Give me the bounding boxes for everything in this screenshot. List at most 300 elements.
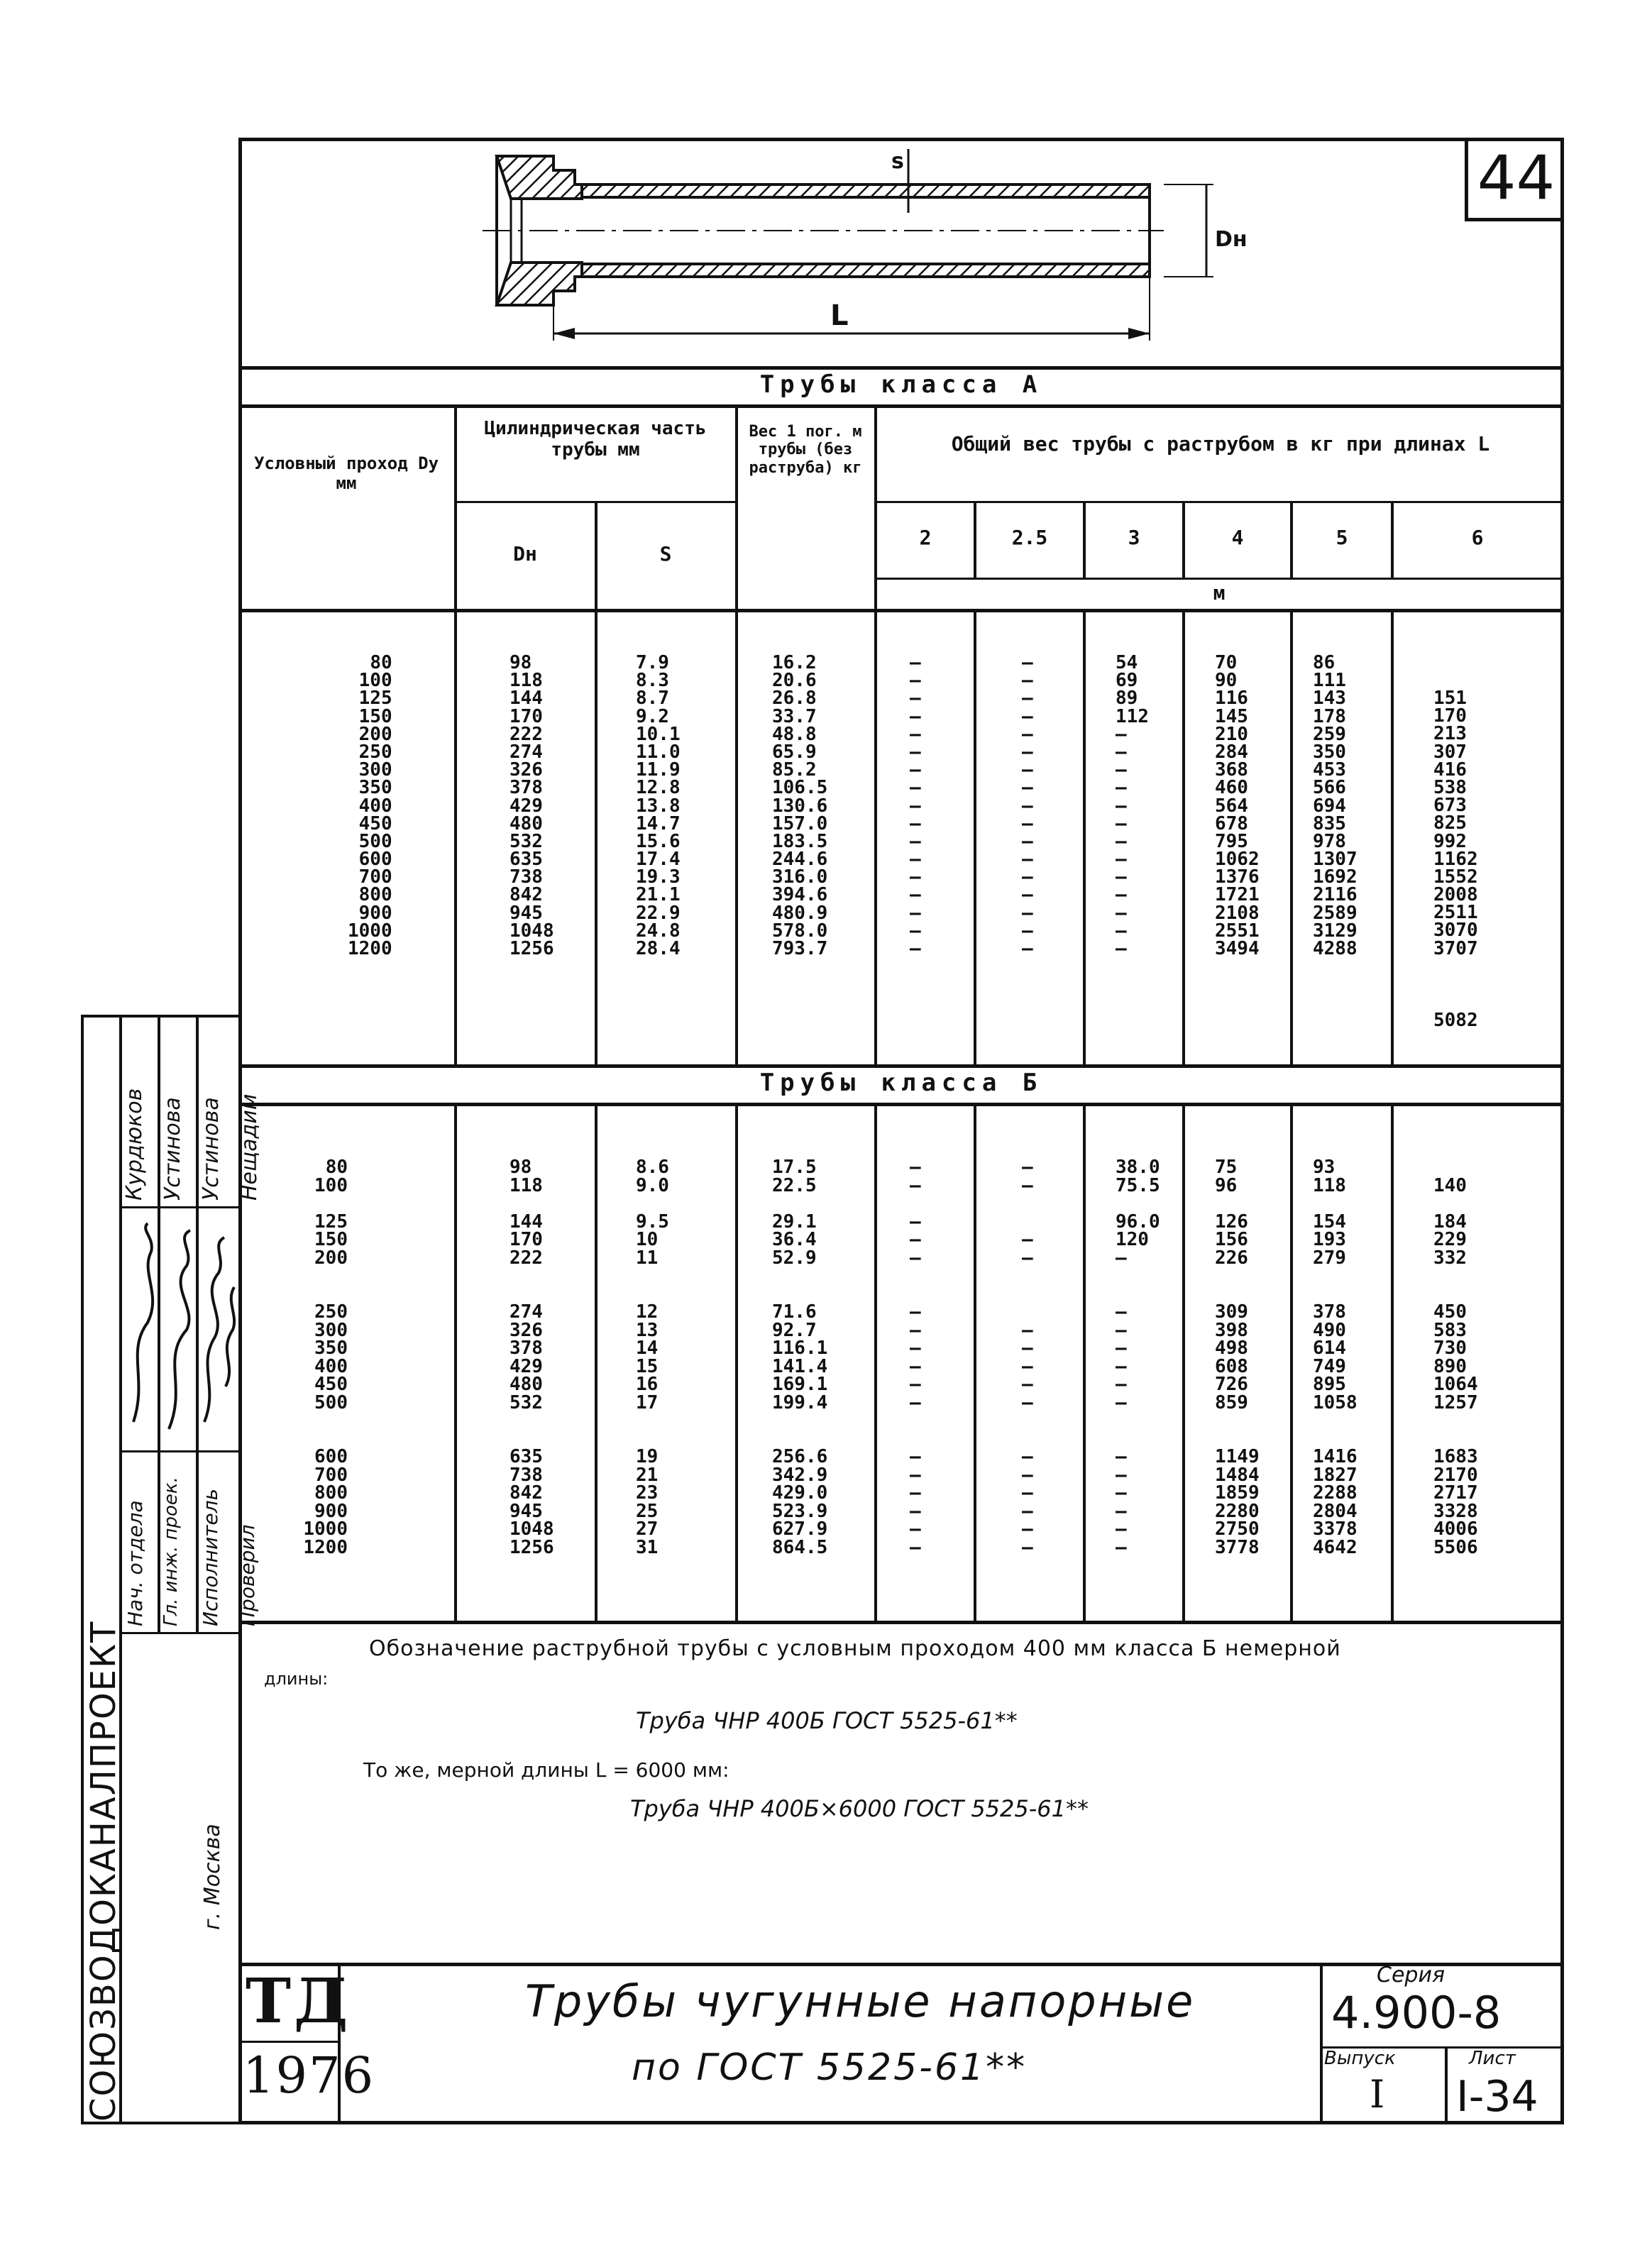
class-b-cell: – bbox=[910, 1211, 921, 1233]
class-a-cell: – bbox=[1022, 670, 1033, 692]
rule bbox=[238, 609, 1564, 612]
class-a-cell: 1162 bbox=[1433, 848, 1478, 870]
class-a-cell: 250 bbox=[358, 741, 392, 763]
class-b-cell: 75 bbox=[1215, 1157, 1238, 1178]
col-line bbox=[1182, 1103, 1185, 1621]
note-line1: Обозначение раструбной трубы с условным проходом 400 мм класса Б немерной bbox=[369, 1636, 1341, 1661]
class-a-cell: 600 bbox=[358, 849, 392, 871]
class-b-cell: 500 bbox=[314, 1391, 348, 1413]
class-b-cell: 1859 bbox=[1215, 1482, 1260, 1504]
class-a-cell: 578.0 bbox=[772, 920, 828, 942]
class-a-cell: 150 bbox=[358, 705, 392, 727]
class-a-cell: 116 bbox=[1215, 688, 1248, 710]
class-b-cell: 36.4 bbox=[772, 1229, 817, 1250]
class-b-cell: 9.0 bbox=[636, 1174, 669, 1196]
class-a-cell: – bbox=[1116, 741, 1127, 763]
class-b-cell: – bbox=[910, 1374, 921, 1395]
class-a-cell: 151 bbox=[1433, 688, 1467, 709]
col-line bbox=[1391, 610, 1394, 1064]
class-a-cell: 835 bbox=[1313, 812, 1346, 834]
class-a-cell: 564 bbox=[1215, 795, 1248, 817]
rule bbox=[874, 578, 1564, 580]
class-b-cell: 3328 bbox=[1433, 1500, 1478, 1522]
class-a-cell: 307 bbox=[1433, 741, 1467, 763]
header-dn: Dн bbox=[513, 542, 537, 566]
class-a-cell: 9.2 bbox=[636, 705, 669, 727]
class-b-cell: – bbox=[910, 1319, 921, 1341]
class-b-cell: – bbox=[1022, 1446, 1033, 1467]
class-a-cell: 2589 bbox=[1313, 902, 1358, 924]
class-b-cell: 31 bbox=[636, 1536, 659, 1558]
class-a-cell: – bbox=[1116, 920, 1127, 942]
header-weight: Вес 1 пог. м трубы (без раструба) кг bbox=[749, 423, 862, 477]
class-a-cell: 842 bbox=[510, 884, 543, 906]
col-line bbox=[595, 502, 598, 1064]
class-b-cell: 23 bbox=[636, 1482, 659, 1504]
class-a-cell: 145 bbox=[1215, 705, 1248, 727]
class-a-cell: 532 bbox=[510, 830, 543, 852]
class-a-cell: 183.5 bbox=[772, 830, 828, 852]
class-b-cell: 800 bbox=[314, 1482, 348, 1504]
class-a-col-l6 bbox=[1433, 690, 1478, 958]
class-b-cell: – bbox=[910, 1482, 921, 1504]
class-b-cell: 480 bbox=[510, 1374, 543, 1395]
class-b-cell: – bbox=[1116, 1319, 1127, 1341]
class-b-cell: 738 bbox=[510, 1464, 543, 1486]
class-b-cell: 226 bbox=[1215, 1247, 1248, 1269]
signatures bbox=[119, 1209, 241, 1450]
class-b-cell: 96 bbox=[1215, 1174, 1238, 1196]
class-b-cell: 222 bbox=[510, 1247, 543, 1269]
label-s: s bbox=[891, 149, 904, 174]
class-a-cell: – bbox=[1116, 759, 1127, 781]
class-a-cell: – bbox=[910, 723, 921, 745]
class-b-cell: 608 bbox=[1215, 1355, 1248, 1377]
class-a-cell: 678 bbox=[1215, 812, 1248, 834]
class-b-cell: 118 bbox=[510, 1174, 543, 1196]
header-nominal: Условный проход Dу мм bbox=[253, 453, 439, 493]
class-b-cell: 80 bbox=[325, 1157, 348, 1178]
class-a-cell: 170 bbox=[510, 705, 543, 727]
class-a-cell: 21.1 bbox=[636, 884, 681, 906]
class-b-cell: 118 bbox=[1313, 1174, 1346, 1196]
header-len-6: 6 bbox=[1471, 526, 1484, 549]
col-line bbox=[1182, 610, 1185, 1064]
class-a-cell: 316.0 bbox=[772, 866, 828, 888]
class-a-cell: 1721 bbox=[1215, 884, 1260, 906]
class-b-cell: 726 bbox=[1215, 1374, 1248, 1395]
class-b-cell: 1484 bbox=[1215, 1464, 1260, 1486]
class-b-cell: – bbox=[910, 1157, 921, 1178]
class-a-cell: 1256 bbox=[510, 938, 554, 959]
city: г. Москва bbox=[200, 1824, 225, 1930]
class-a-cell: 28.4 bbox=[636, 938, 681, 959]
class-b-cell: 274 bbox=[510, 1301, 543, 1323]
class-b-cell: – bbox=[1116, 1247, 1127, 1269]
rule bbox=[454, 501, 735, 503]
class-b-cell: 1048 bbox=[510, 1518, 554, 1540]
class-b-cell: 193 bbox=[1313, 1229, 1346, 1250]
class-a-cell: 992 bbox=[1433, 830, 1467, 852]
class-b-cell: 842 bbox=[510, 1482, 543, 1504]
class-b-cell: 8.6 bbox=[636, 1157, 669, 1178]
class-a-cell: – bbox=[1116, 723, 1127, 745]
class-b-cell: – bbox=[1022, 1355, 1033, 1377]
sheet-code: I-34 bbox=[1456, 2072, 1538, 2122]
class-b-cell: 169.1 bbox=[772, 1374, 828, 1395]
name-chief-engineer: Устинова bbox=[160, 1097, 185, 1201]
class-a-cell: 4288 bbox=[1313, 938, 1358, 959]
class-a-cell: – bbox=[910, 759, 921, 781]
class-a-cell: 1552 bbox=[1433, 866, 1478, 888]
class-b-cell: – bbox=[910, 1518, 921, 1540]
class-a-cell: 2551 bbox=[1215, 920, 1260, 942]
class-a-col-l5 bbox=[1313, 654, 1358, 958]
col-line bbox=[974, 610, 976, 1064]
class-b-cell: 450 bbox=[1433, 1301, 1467, 1323]
class-b-cell: – bbox=[1022, 1391, 1033, 1413]
class-a-cell: 793.7 bbox=[772, 938, 828, 959]
class-a-cell: – bbox=[910, 849, 921, 871]
class-a-cell: 3494 bbox=[1215, 938, 1260, 959]
class-b-cell: 156 bbox=[1215, 1229, 1248, 1250]
class-b-cell: – bbox=[910, 1174, 921, 1196]
class-b-cell: 400 bbox=[314, 1355, 348, 1377]
class-b-cell: 150 bbox=[314, 1229, 348, 1250]
class-a-cell: – bbox=[1022, 902, 1033, 924]
class-b-cell: 144 bbox=[510, 1211, 543, 1233]
class-b-cell: 140 bbox=[1433, 1174, 1467, 1196]
class-a-cell: – bbox=[910, 670, 921, 692]
class-a-col-weight bbox=[772, 654, 827, 958]
class-a-cell: 8.3 bbox=[636, 670, 669, 692]
class-a-cell: – bbox=[1116, 830, 1127, 852]
class-a-cell: – bbox=[1022, 884, 1033, 906]
class-a-cell: – bbox=[1022, 938, 1033, 959]
class-b-cell: 1200 bbox=[303, 1536, 348, 1558]
class-b-cell: 256.6 bbox=[772, 1446, 828, 1467]
class-b-cell: 1257 bbox=[1433, 1391, 1478, 1413]
class-b-cell: 490 bbox=[1313, 1319, 1346, 1341]
class-a-cell: 20.6 bbox=[772, 670, 817, 692]
class-a-cell: 300 bbox=[358, 759, 392, 781]
class-b-cell: – bbox=[910, 1247, 921, 1269]
class-a-cell: – bbox=[1022, 688, 1033, 710]
class-b-cell: – bbox=[910, 1391, 921, 1413]
class-b-cell: – bbox=[910, 1355, 921, 1377]
class-a-cell: – bbox=[1022, 759, 1033, 781]
class-a-cell: 259 bbox=[1313, 723, 1346, 745]
class-b-cell: – bbox=[1022, 1247, 1033, 1269]
class-b-cell: 100 bbox=[314, 1174, 348, 1196]
class-a-cell: 22.9 bbox=[636, 902, 681, 924]
class-a-cell: – bbox=[910, 902, 921, 924]
class-b-cell: 21 bbox=[636, 1464, 659, 1486]
class-b-cell: 1064 bbox=[1433, 1374, 1478, 1395]
class-a-cell: 8.7 bbox=[636, 688, 669, 710]
class-b-cell: – bbox=[1022, 1229, 1033, 1250]
class-a-cell: 222 bbox=[510, 723, 543, 745]
class-a-cell: 170 bbox=[1433, 705, 1467, 727]
class-b-cell: 25 bbox=[636, 1500, 659, 1522]
class-b-cell: 1058 bbox=[1313, 1391, 1358, 1413]
class-b-cell: 342.9 bbox=[772, 1464, 828, 1486]
class-b-cell: – bbox=[910, 1464, 921, 1486]
class-a-cell: 1000 bbox=[348, 920, 392, 942]
rule bbox=[238, 404, 1564, 408]
class-a-col-dn bbox=[510, 654, 554, 958]
class-b-cell: 749 bbox=[1313, 1355, 1346, 1377]
class-a-cell: 1048 bbox=[510, 920, 554, 942]
class-b-cell: – bbox=[1022, 1518, 1033, 1540]
class-a-cell: – bbox=[910, 812, 921, 834]
col-line bbox=[974, 1103, 976, 1621]
td-mark: ТД bbox=[246, 1965, 351, 2037]
class-a-cell: 978 bbox=[1313, 830, 1346, 852]
class-b-cell: 71.6 bbox=[772, 1301, 817, 1323]
class-a-cell: – bbox=[1116, 812, 1127, 834]
class-b-cell: – bbox=[910, 1500, 921, 1522]
class-b-cell: – bbox=[910, 1536, 921, 1558]
class-b-cell: 378 bbox=[510, 1338, 543, 1359]
class-a-cell: 694 bbox=[1313, 795, 1346, 817]
class-b-cell: 141.4 bbox=[772, 1355, 828, 1377]
class-b-cell: – bbox=[1116, 1482, 1127, 1504]
header-unit-m: м bbox=[1213, 581, 1226, 605]
class-b-cell: 5506 bbox=[1433, 1536, 1478, 1558]
col-line bbox=[874, 404, 877, 1064]
class-a-col-l25 bbox=[1022, 654, 1033, 958]
col-line bbox=[1290, 1103, 1293, 1621]
class-a-cell: 429 bbox=[510, 795, 543, 817]
issue-number: I bbox=[1370, 2072, 1385, 2117]
class-a-cell: 112 bbox=[1116, 705, 1149, 727]
class-a-cell: 2008 bbox=[1433, 884, 1478, 906]
class-a-banner: Трубы класса А bbox=[759, 370, 1043, 399]
class-a-cell: 284 bbox=[1215, 741, 1248, 763]
note-code1: Труба ЧНР 400Б ГОСТ 5525-61** bbox=[636, 1707, 1018, 1734]
class-a-cell: 125 bbox=[358, 688, 392, 710]
class-b-cell: 532 bbox=[510, 1391, 543, 1413]
class-b-cell: – bbox=[1116, 1338, 1127, 1359]
class-b-cell: 116.1 bbox=[772, 1338, 828, 1359]
class-b-cell: 398 bbox=[1215, 1319, 1248, 1341]
class-a-cell: 673 bbox=[1433, 795, 1467, 817]
class-b-cell: 38.0 bbox=[1116, 1157, 1160, 1178]
class-a-cell: 3070 bbox=[1433, 920, 1478, 942]
class-b-cell: 600 bbox=[314, 1446, 348, 1467]
class-b-cell: 3378 bbox=[1313, 1518, 1358, 1540]
class-a-cell: 48.8 bbox=[772, 723, 817, 745]
class-b-cell: 429.0 bbox=[772, 1482, 828, 1504]
class-b-cell: – bbox=[1022, 1374, 1033, 1395]
class-a-col-l4 bbox=[1215, 654, 1260, 958]
class-b-cell: 16 bbox=[636, 1374, 659, 1395]
class-a-cell: 86 bbox=[1313, 652, 1336, 673]
class-b-cell: 170 bbox=[510, 1229, 543, 1250]
class-b-cell: 4642 bbox=[1313, 1536, 1358, 1558]
class-b-cell: – bbox=[1116, 1355, 1127, 1377]
class-a-cell: 326 bbox=[510, 759, 543, 781]
class-b-cell: – bbox=[1116, 1500, 1127, 1522]
class-a-cell: – bbox=[910, 741, 921, 763]
class-b-cell: 332 bbox=[1433, 1247, 1467, 1269]
class-a-cell: 453 bbox=[1313, 759, 1346, 781]
class-b-cell: 126 bbox=[1215, 1211, 1248, 1233]
class-b-cell: 14 bbox=[636, 1338, 659, 1359]
class-b-cell: 1827 bbox=[1313, 1464, 1358, 1486]
class-b-cell: – bbox=[1022, 1157, 1033, 1178]
class-a-col-s bbox=[636, 654, 681, 958]
class-b-cell: – bbox=[1022, 1319, 1033, 1341]
class-a-cell: 26.8 bbox=[772, 688, 817, 710]
sheet-label: Лист bbox=[1469, 2048, 1516, 2069]
class-a-cell: 350 bbox=[358, 777, 392, 799]
class-a-cell: – bbox=[1116, 866, 1127, 888]
class-b-cell: 1000 bbox=[303, 1518, 348, 1540]
class-a-cell: 274 bbox=[510, 741, 543, 763]
col-line bbox=[1290, 610, 1293, 1064]
class-a-cell: 900 bbox=[358, 902, 392, 924]
class-b-cell: 2288 bbox=[1313, 1482, 1358, 1504]
header-len-25: 2.5 bbox=[1011, 526, 1048, 549]
class-a-cell: 1376 bbox=[1215, 866, 1260, 888]
class-b-cell: 900 bbox=[314, 1500, 348, 1522]
class-b-cell: 125 bbox=[314, 1211, 348, 1233]
class-b-cell: 498 bbox=[1215, 1338, 1248, 1359]
sheet-number: 44 bbox=[1465, 138, 1564, 221]
header-len-4: 4 bbox=[1231, 526, 1244, 549]
class-a-cell: 13.8 bbox=[636, 795, 681, 817]
role-executor: Исполнитель bbox=[199, 1488, 222, 1626]
col-line bbox=[735, 404, 738, 1064]
class-b-cell: 945 bbox=[510, 1500, 543, 1522]
col-line bbox=[1391, 1103, 1394, 1621]
class-a-cell: 200 bbox=[358, 723, 392, 745]
class-a-cell: 700 bbox=[358, 866, 392, 888]
rule bbox=[238, 366, 1564, 370]
class-a-cell: 945 bbox=[510, 902, 543, 924]
class-a-cell: – bbox=[910, 795, 921, 817]
org-name: СОЮЗВОДОКАНАЛПРОЕКТ bbox=[84, 1620, 123, 2122]
class-a-cell: 1062 bbox=[1215, 849, 1260, 871]
class-a-cell: 1307 bbox=[1313, 849, 1358, 871]
class-a-cell: 100 bbox=[358, 670, 392, 692]
class-a-cell: 800 bbox=[358, 884, 392, 906]
class-b-cell: – bbox=[1116, 1518, 1127, 1540]
class-a-cell: – bbox=[1022, 849, 1033, 871]
class-a-cell: 19.3 bbox=[636, 866, 681, 888]
class-b-cell: 93 bbox=[1313, 1157, 1336, 1178]
class-a-cell: 143 bbox=[1313, 688, 1346, 710]
class-a-cell: 738 bbox=[510, 866, 543, 888]
class-b-cell: 11 bbox=[636, 1247, 659, 1269]
class-a-cell: 12.8 bbox=[636, 777, 681, 799]
class-a-cell: 111 bbox=[1313, 670, 1346, 692]
class-a-cell: 7.9 bbox=[636, 652, 669, 673]
class-b-cell: 429 bbox=[510, 1355, 543, 1377]
role-head: Нач. отдела bbox=[123, 1500, 147, 1626]
role-checked: Проверил bbox=[236, 1524, 259, 1626]
class-a-cell: – bbox=[1022, 830, 1033, 852]
class-b-cell: 614 bbox=[1313, 1338, 1346, 1359]
class-a-col-l2 bbox=[910, 654, 921, 958]
class-a-cell: – bbox=[1116, 902, 1127, 924]
class-b-cell: – bbox=[1022, 1482, 1033, 1504]
class-b-cell: 184 bbox=[1433, 1211, 1467, 1233]
class-b-cell: – bbox=[910, 1229, 921, 1250]
class-b-cell: – bbox=[910, 1338, 921, 1359]
class-b-cell: – bbox=[1116, 1536, 1127, 1558]
label-dn: Dн bbox=[1215, 227, 1248, 252]
class-a-cell: 500 bbox=[358, 830, 392, 852]
class-a-cell: 11.9 bbox=[636, 759, 681, 781]
class-b-cell: – bbox=[910, 1446, 921, 1467]
class-b-cell: 2804 bbox=[1313, 1500, 1358, 1522]
class-a-cell: 98 bbox=[510, 652, 532, 673]
note-code2: Труба ЧНР 400Б×6000 ГОСТ 5525-61** bbox=[630, 1795, 1089, 1822]
class-a-cell: – bbox=[1022, 777, 1033, 799]
class-b-cell: 450 bbox=[314, 1374, 348, 1395]
col-line bbox=[1445, 2046, 1448, 2124]
class-a-cell: 89 bbox=[1116, 688, 1138, 710]
class-b-cell: 15 bbox=[636, 1355, 659, 1377]
class-b-cell: – bbox=[1116, 1464, 1127, 1486]
class-a-cell: – bbox=[1022, 866, 1033, 888]
class-a-cell: 15.6 bbox=[636, 830, 681, 852]
header-len-3: 3 bbox=[1128, 526, 1140, 549]
class-a-cell: 16.2 bbox=[772, 652, 817, 673]
class-a-cell: 213 bbox=[1433, 723, 1467, 745]
class-b-cell: 2170 bbox=[1433, 1464, 1478, 1486]
year: 1976 bbox=[243, 2046, 375, 2105]
class-a-cell-l6-last: 5082 bbox=[1433, 1010, 1478, 1031]
class-b-cell: 92.7 bbox=[772, 1319, 817, 1341]
class-a-cell: 14.7 bbox=[636, 812, 681, 834]
class-b-cell: – bbox=[1022, 1500, 1033, 1522]
class-a-cell: 480.9 bbox=[772, 902, 828, 924]
class-a-cell: – bbox=[1022, 741, 1033, 763]
class-a-cell: 394.6 bbox=[772, 884, 828, 906]
class-b-cell: – bbox=[1022, 1464, 1033, 1486]
class-b-cell: 378 bbox=[1313, 1301, 1346, 1323]
class-a-cell: 244.6 bbox=[772, 849, 828, 871]
rule bbox=[119, 1450, 241, 1452]
class-b-cell: 730 bbox=[1433, 1338, 1467, 1359]
class-b-cell: 350 bbox=[314, 1338, 348, 1359]
class-a-cell: – bbox=[1116, 849, 1127, 871]
class-a-cell: – bbox=[910, 688, 921, 710]
class-a-cell: – bbox=[910, 652, 921, 673]
header-s: S bbox=[659, 542, 672, 566]
class-b-cell: 96.0 bbox=[1116, 1211, 1160, 1233]
class-b-cell: 4006 bbox=[1433, 1518, 1478, 1540]
class-a-cell: 378 bbox=[510, 777, 543, 799]
header-total: Общий вес трубы с раструбом в кг при длинах L bbox=[951, 432, 1490, 456]
doc-subtitle: по ГОСТ 5525-61** bbox=[632, 2046, 1028, 2089]
class-b-cell: – bbox=[1116, 1301, 1127, 1323]
class-a-cell: 85.2 bbox=[772, 759, 817, 781]
class-a-cell: – bbox=[910, 830, 921, 852]
col-line bbox=[595, 1103, 598, 1621]
class-b-cell: – bbox=[1116, 1391, 1127, 1413]
class-a-col-l3 bbox=[1116, 654, 1149, 958]
class-a-cell: – bbox=[1022, 920, 1033, 942]
note-line2: То же, мерной длины L = 6000 мм: bbox=[363, 1758, 729, 1782]
class-b-cell: 1683 bbox=[1433, 1446, 1478, 1467]
class-a-cell: 144 bbox=[510, 688, 543, 710]
class-a-cell: – bbox=[1022, 812, 1033, 834]
